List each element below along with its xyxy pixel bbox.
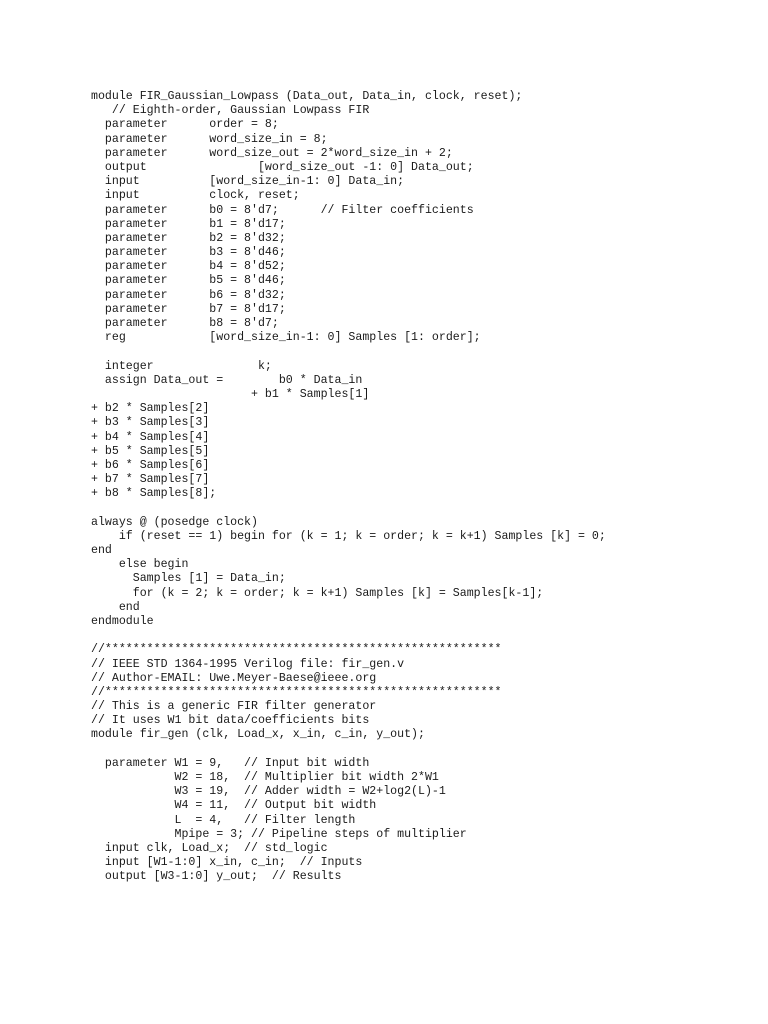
code-line: parameter b1 = 8'd17; bbox=[91, 217, 286, 231]
code-line: // IEEE STD 1364-1995 Verilog file: fir_gen.v bbox=[91, 657, 405, 671]
code-line: assign Data_out = b0 * Data_in bbox=[91, 373, 363, 387]
code-line: Samples [1] = Data_in; bbox=[91, 572, 286, 586]
code-line bbox=[91, 743, 751, 757]
code-line: + b8 * Samples[8]; bbox=[91, 487, 217, 501]
code-line: + b5 * Samples[5] bbox=[91, 444, 210, 458]
code-line: parameter b0 = 8'd7; // Filter coefficients bbox=[91, 203, 474, 217]
code-line: + b4 * Samples[4] bbox=[91, 430, 210, 444]
code-line: // Eighth-order, Gaussian Lowpass FIR bbox=[91, 104, 370, 118]
code-line: // It uses W1 bit data/coefficients bits bbox=[91, 714, 370, 728]
code-line: W4 = 11, // Output bit width bbox=[91, 799, 377, 813]
code-line: // This is a generic FIR filter generator bbox=[91, 700, 377, 714]
code-line bbox=[91, 345, 751, 359]
code-line: // Author-EMAIL: Uwe.Meyer-Baese@ieee.org bbox=[91, 671, 377, 685]
code-line: + b2 * Samples[2] bbox=[91, 402, 210, 416]
code-line: output [W3-1:0] y_out; // Results bbox=[91, 870, 342, 884]
code-line: W2 = 18, // Multiplier bit width 2*W1 bbox=[91, 771, 439, 784]
code-line: Mpipe = 3; // Pipeline steps of multiplier bbox=[91, 827, 467, 841]
code-line: //********************************************************* bbox=[91, 685, 502, 699]
code-line: parameter b3 = 8'd46; bbox=[91, 246, 286, 260]
code-line: parameter b8 = 8'd7; bbox=[91, 317, 279, 330]
code-line: output [word_size_out -1: 0] Data_out; bbox=[91, 160, 474, 174]
code-line: parameter b6 = 8'd32; bbox=[91, 288, 286, 302]
code-line: end bbox=[91, 544, 112, 557]
code-line: parameter W1 = 9, // Input bit width bbox=[91, 756, 370, 770]
code-line: input clk, Load_x; // std_logic bbox=[91, 841, 328, 855]
code-line: input [W1-1:0] x_in, c_in; // Inputs bbox=[91, 856, 363, 870]
code-line: else begin bbox=[91, 558, 189, 572]
code-line: input [word_size_in-1: 0] Data_in; bbox=[91, 175, 405, 189]
code-line bbox=[91, 501, 751, 515]
code-line: parameter b4 = 8'd52; bbox=[91, 260, 286, 274]
code-line: + b3 * Samples[3] bbox=[91, 416, 210, 430]
code-line: parameter b2 = 8'd32; bbox=[91, 231, 286, 245]
code-line: W3 = 19, // Adder width = W2+log2(L)-1 bbox=[91, 785, 446, 799]
code-line: always @ (posedge clock) bbox=[91, 515, 258, 529]
code-line: L = 4, // Filter length bbox=[91, 813, 356, 827]
verilog-code-block bbox=[91, 90, 751, 885]
code-line: parameter b7 = 8'd17; bbox=[91, 302, 286, 316]
code-line: integer k; bbox=[91, 359, 272, 373]
code-line: input clock, reset; bbox=[91, 189, 300, 203]
code-line: reg [word_size_in-1: 0] Samples [1: order]; bbox=[91, 331, 481, 345]
code-line: parameter word_size_out = 2*word_size_in + 2; bbox=[91, 146, 453, 160]
code-line: + b1 * Samples[1] bbox=[91, 387, 370, 401]
code-line: + b7 * Samples[7] bbox=[91, 473, 210, 487]
code-line: module fir_gen (clk, Load_x, x_in, c_in, y_out); bbox=[91, 728, 425, 742]
code-line: module FIR_Gaussian_Lowpass (Data_out, Data_in, clock, reset); bbox=[91, 90, 523, 103]
code-line: parameter b5 = 8'd46; bbox=[91, 274, 286, 288]
code-line: endmodule bbox=[91, 614, 154, 628]
code-line bbox=[91, 629, 751, 643]
code-line: + b6 * Samples[6] bbox=[91, 458, 210, 472]
code-line: parameter order = 8; bbox=[91, 118, 279, 132]
code-line: for (k = 2; k = order; k = k+1) Samples [k] = Samples[k-1]; bbox=[91, 586, 544, 600]
code-line: if (reset == 1) begin for (k = 1; k = order; k = k+1) Samples [k] = 0; bbox=[91, 529, 606, 543]
code-line: end bbox=[91, 600, 140, 614]
code-line: //********************************************************* bbox=[91, 643, 502, 657]
code-line: parameter word_size_in = 8; bbox=[91, 132, 328, 146]
